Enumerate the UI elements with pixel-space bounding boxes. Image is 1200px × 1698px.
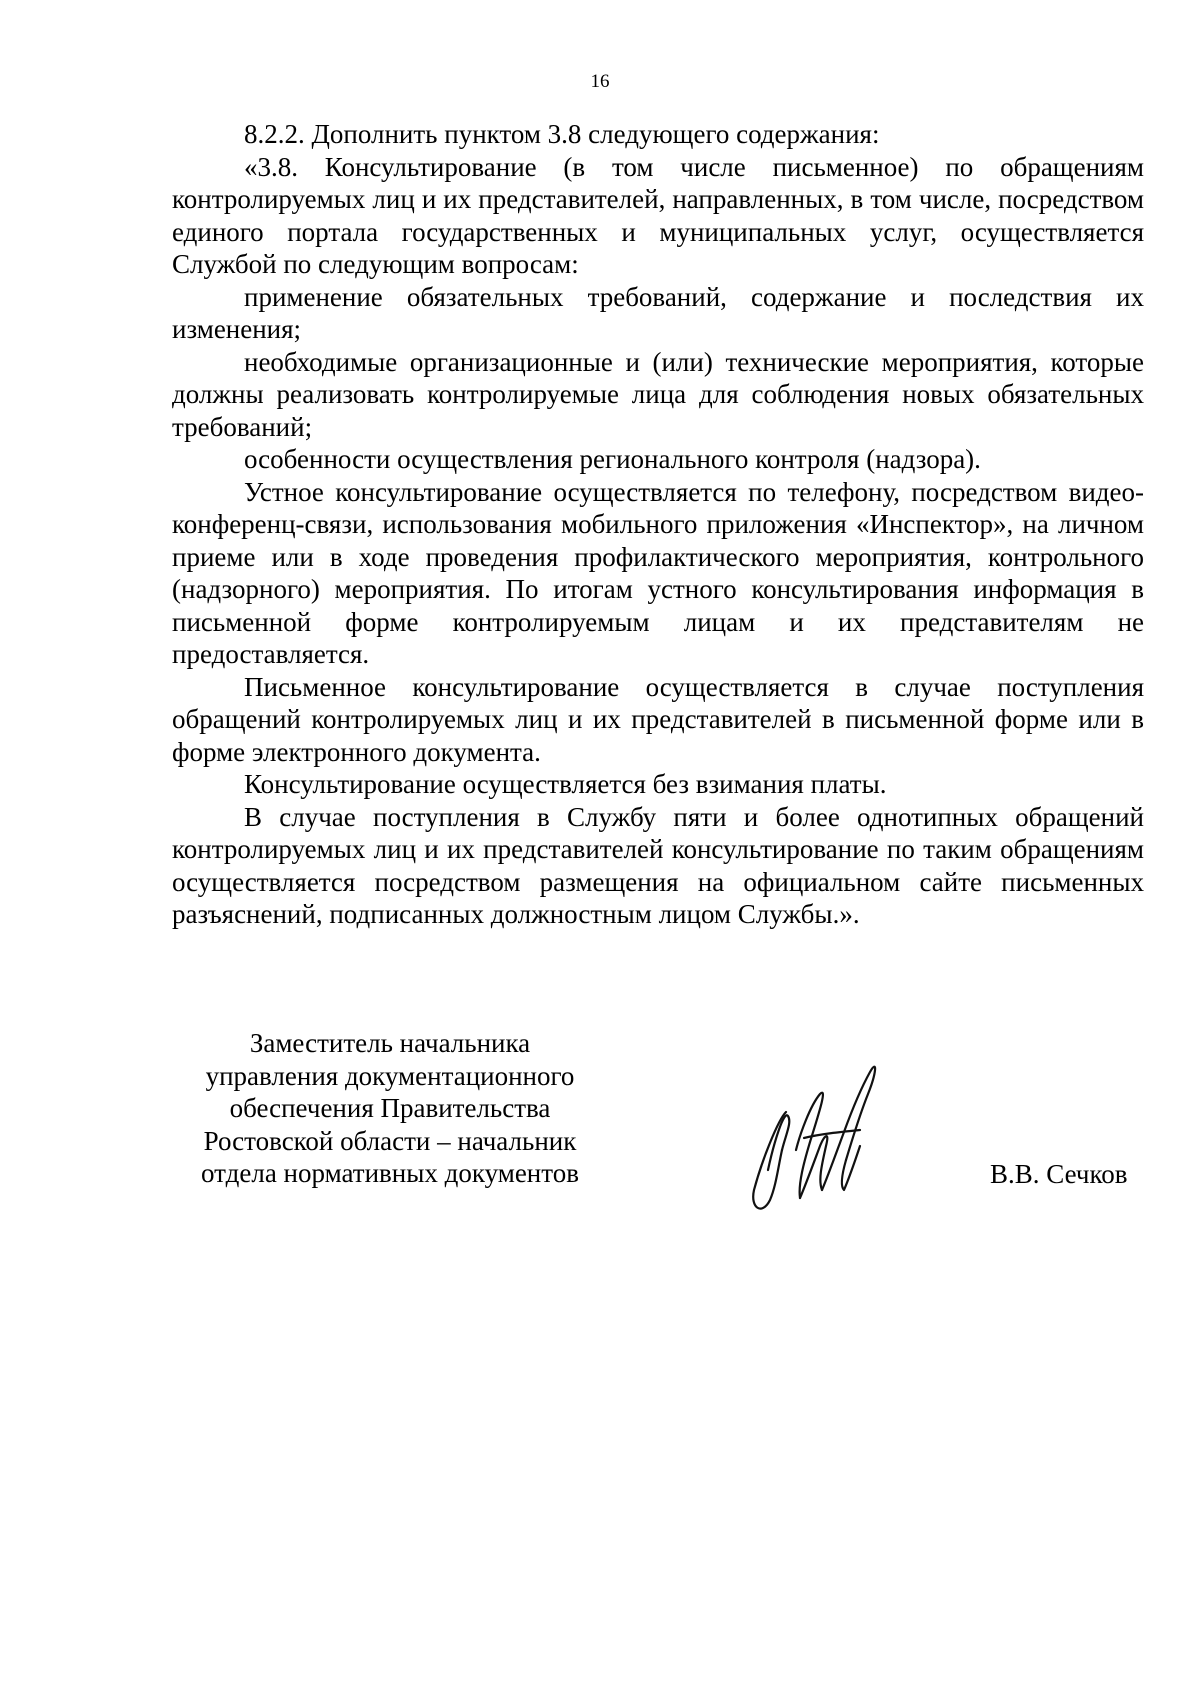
paragraph-item-requirements: применение обязательных требований, содержание и последствия их изменения;: [172, 281, 1144, 344]
signer-position-line: отдела нормативных документов: [201, 1158, 579, 1188]
signer-position-line: Заместитель начальника: [249, 1028, 531, 1058]
signer-position-line: Ростовской области – начальник: [203, 1125, 577, 1156]
signer-position-line: обеспечения Правительства: [229, 1093, 551, 1123]
handwritten-signature-icon: [748, 1050, 898, 1220]
paragraph-multiple-requests: В случае поступления в Службу пяти и более однотипных обращений контролируемых лиц и их представителей консультирование по таким обращениям осуществляется посредством размещения на официальном сайте письменных разъяснений, подписанных должностным лицом Службы.».: [172, 801, 1144, 929]
paragraph-free-of-charge: Консультирование осуществляется без взимания платы.: [244, 769, 887, 799]
paragraph-8-2-2: 8.2.2. Дополнить пунктом 3.8 следующего содержания:: [244, 119, 880, 149]
paragraph-3-8-intro: «3.8. Консультирование (в том числе письменное) по обращениям контролируемых лиц и их представителей, направленных, в том числе, посредством единого портала государственных и муниципальных услуг, осуществляется Службой по следующим вопросам:: [172, 151, 1144, 279]
signer-position: [140, 1027, 640, 1190]
paragraph-oral-consulting: Устное консультирование осуществляется по телефону, посредством видео-конференц-связи, использования мобильного приложения «Инспектор», на личном приеме или в ходе проведения профилактического мероприятия, контрольного (надзорного) мероприятия. По итогам устного консультирования информация в письменной форме контролируемым лицам и их представителям не предоставляется.: [172, 476, 1144, 669]
signer-name: В.В. Сечков: [990, 1159, 1128, 1189]
page-number: 16: [590, 71, 610, 92]
signer-position-line: управления документационного: [205, 1060, 575, 1091]
document-body: [172, 118, 1144, 931]
paragraph-item-measures: необходимые организационные и (или) технические мероприятия, которые должны реализовать контролируемые лица для соблюдения новых обязательных требований;: [172, 346, 1144, 442]
paragraph-item-control: особенности осуществления регионального контроля (надзора).: [244, 444, 981, 474]
paragraph-written-consulting: Письменное консультирование осуществляется в случае поступления обращений контролируемых лиц и их представителей в письменной форме или в форме электронного документа.: [172, 671, 1144, 767]
